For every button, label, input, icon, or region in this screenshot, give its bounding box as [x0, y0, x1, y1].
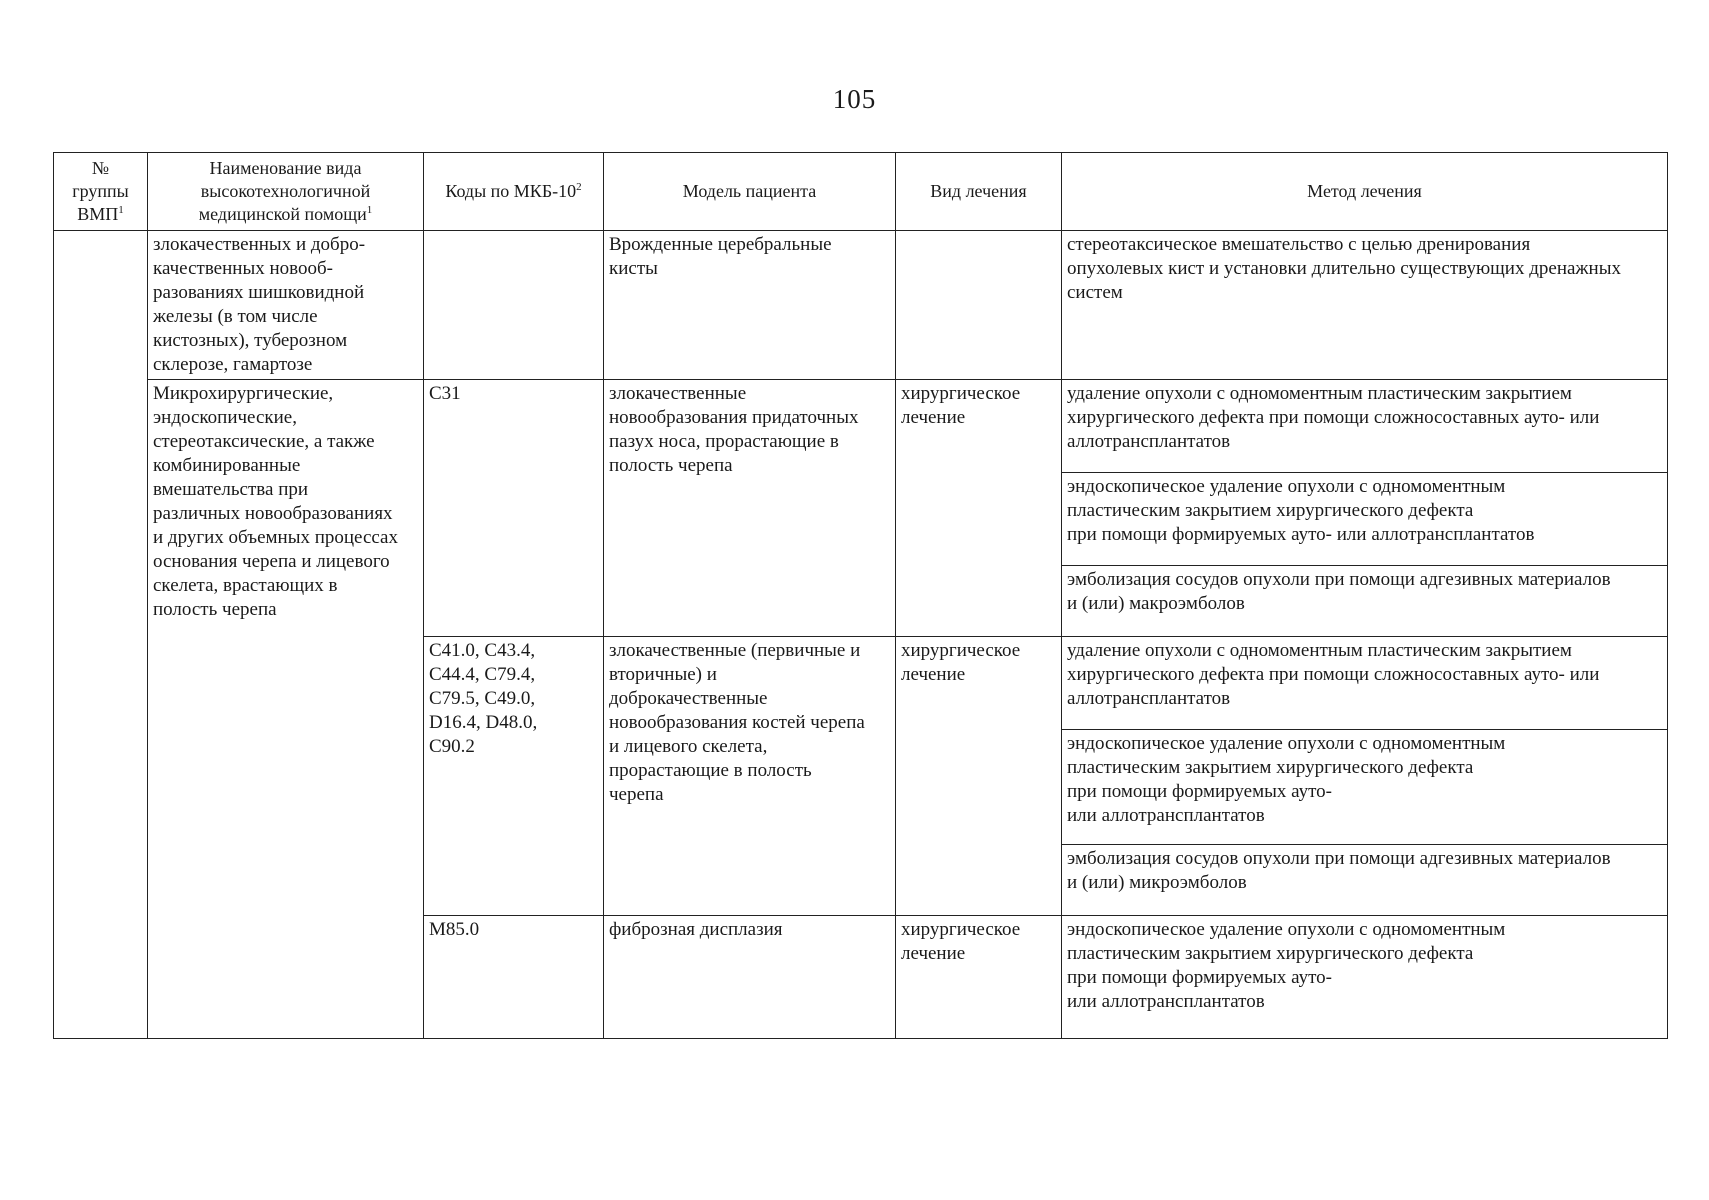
vmp-table	[53, 152, 1668, 1039]
table-row	[54, 380, 1668, 473]
header-treatment-method: Метод лечения	[1062, 153, 1668, 231]
header-care-type-name: Наименование вида высокотехнологичной медицинской помощи$^1$	[148, 153, 424, 231]
group-number-cell	[54, 231, 148, 1039]
header-patient-model: Модель пациента	[604, 153, 896, 231]
patient-model-cell: злокачественные новообразования придаточных пазух носа, прорастающие в полость черепа	[604, 380, 896, 637]
treatment-method-cell: эндоскопическое удаление опухоли с одномоментным пластическим закрытием хирургического дефекта при помощи формируемых ауто- или аллотрансплантатов	[1062, 730, 1668, 845]
treatment-method-cell: удаление опухоли с одномоментным пластическим закрытием хирургического дефекта при помощи сложносоставных ауто- или аллотрансплантатов	[1062, 637, 1668, 730]
treatment-type-cell: хирургическое лечение	[896, 916, 1062, 1039]
icd-codes-cell	[424, 231, 604, 380]
patient-model-cell: злокачественные (первичные и вторичные) и доброкачественные новообразования костей черепа и лицевого скелета, прорастающие в полость черепа	[604, 637, 896, 916]
header-treatment-type: Вид лечения	[896, 153, 1062, 231]
treatment-type-cell: хирургическое лечение	[896, 380, 1062, 637]
care-type-name-cell: злокачественных и добро- качественных новооб- разованиях шишковидной железы (в том числе кистозных), туберозном склерозе, гамартозе	[148, 231, 424, 380]
treatment-method-cell: эндоскопическое удаление опухоли с одномоментным пластическим закрытием хирургического дефекта при помощи формируемых ауто- или аллотрансплантатов	[1062, 916, 1668, 1039]
page-number: 105	[832, 84, 877, 114]
treatment-type-cell: хирургическое лечение	[896, 637, 1062, 916]
icd-codes-cell: M85.0	[424, 916, 604, 1039]
treatment-method-cell: стереотаксическое вмешательство с целью дренирования опухолевых кист и установки длительно существующих дренажных систем	[1062, 231, 1668, 380]
header-icd-codes: Коды по МКБ-$10^2$	[424, 153, 604, 231]
patient-model-cell: Врожденные церебральные кисты	[604, 231, 896, 380]
treatment-method-cell: удаление опухоли с одномоментным пластическим закрытием хирургического дефекта при помощи сложносоставных ауто- или аллотрансплантатов	[1062, 380, 1668, 473]
table-header-row	[54, 153, 1668, 231]
care-type-name-cell: Микрохирургические, эндоскопические, стереотаксические, а также комбинированные вмешательства при различных новообразованиях и других объемных процессах основания черепа и лицевого скелета, врастающих в полость черепа	[148, 380, 424, 1039]
icd-codes-cell: C41.0, C43.4, C44.4, C79.4, C79.5, C49.0, D16.4, D48.0, C90.2	[424, 637, 604, 916]
treatment-type-cell	[896, 231, 1062, 380]
treatment-method-cell: эмболизация сосудов опухоли при помощи адгезивных материалов и (или) микроэмболов	[1062, 845, 1668, 916]
header-group-number: № группы ВМП$^1$	[54, 153, 148, 231]
treatment-method-cell: эндоскопическое удаление опухоли с одномоментным пластическим закрытием хирургического дефекта при помощи формируемых ауто- или аллотрансплантатов	[1062, 473, 1668, 566]
treatment-method-cell: эмболизация сосудов опухоли при помощи адгезивных материалов и (или) макроэмболов	[1062, 566, 1668, 637]
patient-model-cell: фиброзная дисплазия	[604, 916, 896, 1039]
icd-codes-cell: C31	[424, 380, 604, 637]
table-row	[54, 231, 1668, 380]
